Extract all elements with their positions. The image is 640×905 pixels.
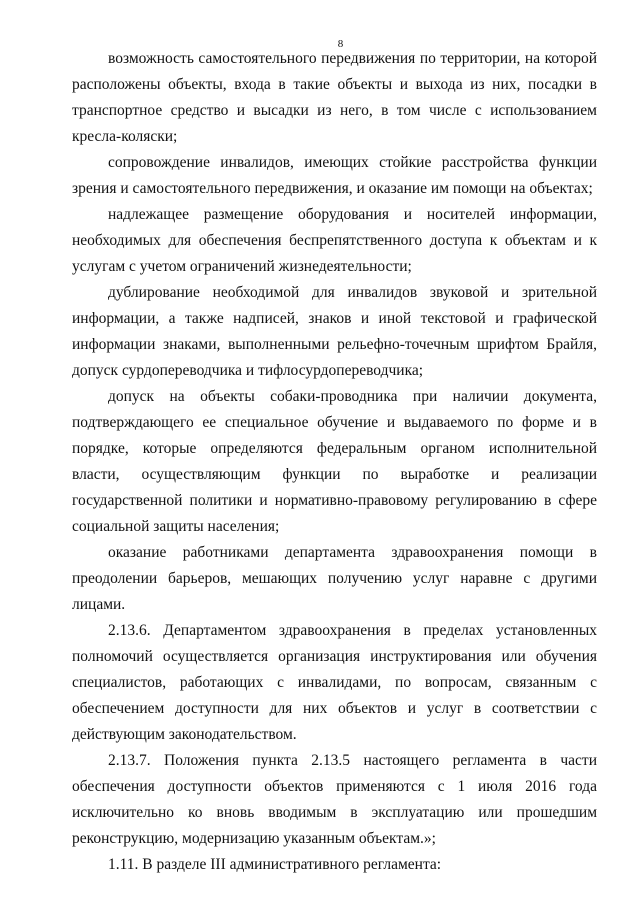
paragraph-assistance: оказание работниками департамента здравоохранения помощи в преодолении барьеров, мешающих получению услуг наравне с другими лицами. (72, 544, 597, 613)
paragraph-equipment: надлежащее размещение оборудования и носителей информации, необходимых для обеспечения беспрепятственного доступа к объектам и к услугам с учетом ограничений жизнедеятельности; (72, 206, 597, 275)
paragraph-2-13-6: 2.13.6. Департаментом здравоохранения в пределах установленных полномочий осуществляется организация инструктирования или обучения специалистов, работающих с инвалидами, по вопросам, связанным с обеспечением доступности для них объектов и услуг в соответствии с действующим законодательством. (72, 622, 597, 743)
paragraph-guide-dog: допуск на объекты собаки-проводника при наличии документа, подтверждающего ее специальное обучение и выдаваемого по форме и в порядке, которые определяются федеральным органом исполнительной власти, осуществляющим функции по выработке и реализации государственной политики и нормативно-правовому регулированию в сфере социальной защиты населения; (72, 388, 597, 535)
paragraph-escort: сопровождение инвалидов, имеющих стойкие расстройства функции зрения и самостоятельного передвижения, и оказание им помощи на объектах; (72, 154, 597, 197)
page-number: 8 (337, 38, 344, 50)
paragraph-2-13-7: 2.13.7. Положения пункта 2.13.5 настоящего регламента в части обеспечения доступности объектов применяются с 1 июля 2016 года исключительно ко вновь вводимым в эксплуатацию или прошедшим реконструкцию, модернизацию указанным объектам.»; (72, 752, 597, 847)
paragraph-braille: дублирование необходимой для инвалидов звуковой и зрительной информации, а также надписей, знаков и иной текстовой и графической информации знаками, выполненными рельефно-точечным шрифтом Брайля, допуск сурдопереводчика и тифлосурдопереводчика; (72, 284, 597, 379)
document-page (72, 38, 597, 878)
paragraph-1-11: 1.11. В разделе III административного регламента: (108, 856, 442, 873)
paragraph-mobility: возможность самостоятельного передвижения по территории, на которой расположены объекты, входа в такие объекты и выхода из них, посадки в транспортное средство и высадки из него, в том числе с использованием кресла-коляски; (72, 50, 597, 145)
